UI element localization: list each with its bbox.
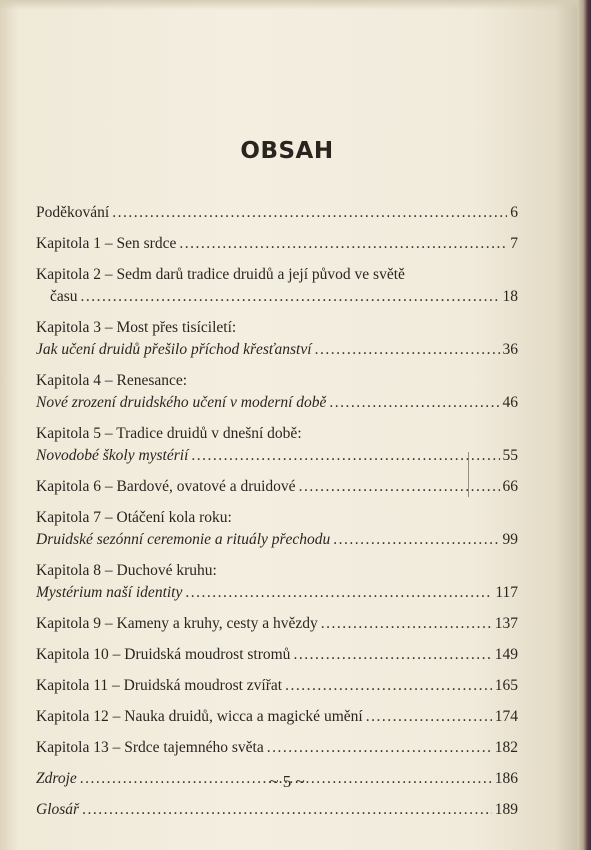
toc-page-number: 66 xyxy=(502,478,518,495)
toc-entry-title: Glosář xyxy=(36,801,80,818)
toc-line xyxy=(36,264,518,286)
toc-leader-dots xyxy=(293,644,491,666)
toc-entry-title: Kapitola 12 – Nauka druidů, wicca a magické umění xyxy=(36,708,363,725)
toc-leader-dots xyxy=(285,675,492,697)
toc-entry-title: Nové zrození druidského učení v moderní době xyxy=(36,394,327,411)
toc-entry xyxy=(36,613,518,635)
page-top-shadow xyxy=(0,0,591,10)
toc-entry-title: Zdroje xyxy=(36,770,77,787)
toc-leader-dots xyxy=(267,737,492,759)
toc-leader-dots xyxy=(81,286,500,308)
toc-line xyxy=(36,392,518,414)
toc-leader-dots xyxy=(333,529,499,551)
toc-entry-title: Kapitola 1 – Sen srdce xyxy=(36,235,177,252)
table-of-contents xyxy=(36,202,518,830)
toc-page-number: 189 xyxy=(494,801,518,818)
toc-page-number: 7 xyxy=(510,235,518,252)
toc-line xyxy=(36,286,518,308)
toc-page-number: 46 xyxy=(502,394,518,411)
toc-entry xyxy=(36,644,518,666)
toc-line xyxy=(36,423,518,445)
toc-entry xyxy=(36,202,518,224)
toc-line xyxy=(36,560,518,582)
toc-line xyxy=(36,799,518,821)
toc-line xyxy=(36,507,518,529)
toc-leader-dots xyxy=(179,233,507,255)
toc-line xyxy=(36,445,518,467)
toc-page-number: 174 xyxy=(494,708,518,725)
toc-entry xyxy=(36,476,518,498)
toc-page-number: 137 xyxy=(494,615,518,632)
toc-leader-dots xyxy=(329,392,499,414)
toc-leader-dots xyxy=(82,799,492,821)
toc-page-number: 117 xyxy=(495,584,518,601)
toc-entry xyxy=(36,423,518,467)
toc-entry-title: Kapitola 9 – Kameny a kruhy, cesty a hvězdy xyxy=(36,615,318,632)
page-heading: OBSAH xyxy=(240,138,334,164)
toc-line xyxy=(36,706,518,728)
toc-entry xyxy=(36,317,518,361)
book-cover-edge xyxy=(577,0,591,850)
toc-entry-title: Kapitola 10 – Druidská moudrost stromů xyxy=(36,646,291,663)
toc-leader-dots xyxy=(191,445,499,467)
toc-leader-dots xyxy=(366,706,492,728)
toc-entry xyxy=(36,233,518,255)
toc-line xyxy=(36,317,518,339)
toc-leader-dots xyxy=(185,582,492,604)
toc-page-number: 55 xyxy=(502,447,518,464)
toc-page-number: 99 xyxy=(502,531,518,548)
toc-line xyxy=(36,202,518,224)
toc-entry-title: Mystérium naší identity xyxy=(36,584,183,601)
toc-entry-title: Poděkování xyxy=(36,204,110,221)
toc-line xyxy=(36,529,518,551)
toc-page-number: 18 xyxy=(502,288,518,305)
toc-entry-title: Kapitola 5 – Tradice druidů v dnešní době: xyxy=(36,425,302,442)
toc-entry xyxy=(36,799,518,821)
toc-entry xyxy=(36,264,518,308)
toc-entry-title: Kapitola 8 – Duchové kruhu: xyxy=(36,562,217,579)
toc-page-number: 182 xyxy=(494,739,518,756)
toc-leader-dots xyxy=(299,476,500,498)
toc-line xyxy=(36,582,518,604)
toc-page-number: 186 xyxy=(494,770,518,787)
toc-page-number: 36 xyxy=(502,341,518,358)
toc-line xyxy=(36,644,518,666)
toc-page-number: 149 xyxy=(494,646,518,663)
toc-line xyxy=(36,737,518,759)
toc-line xyxy=(36,476,518,498)
toc-entry-title: Druidské sezónní ceremonie a rituály přechodu xyxy=(36,531,331,548)
toc-entry xyxy=(36,706,518,728)
toc-entry xyxy=(36,370,518,414)
toc-entry xyxy=(36,737,518,759)
toc-leader-dots xyxy=(321,613,492,635)
toc-entry xyxy=(36,675,518,697)
toc-line xyxy=(36,339,518,361)
toc-page-number: 6 xyxy=(510,204,518,221)
toc-entry-title: Kapitola 6 – Bardové, ovatové a druidové xyxy=(36,478,296,495)
toc-entry-title: Kapitola 11 – Druidská moudrost zvířat xyxy=(36,677,283,694)
toc-entry-title: Kapitola 7 – Otáčení kola roku: xyxy=(36,509,232,526)
toc-entry xyxy=(36,560,518,604)
toc-line xyxy=(36,233,518,255)
toc-line xyxy=(36,370,518,392)
toc-entry xyxy=(36,507,518,551)
toc-entry-title: Kapitola 13 – Srdce tajemného světa xyxy=(36,739,264,756)
page-gutter-shadow xyxy=(0,0,18,850)
toc-entry-title: Novodobé školy mystérií xyxy=(36,447,189,464)
toc-entry-title: Kapitola 2 – Sedm darů tradice druidů a její původ ve světě xyxy=(36,266,405,283)
toc-line xyxy=(36,675,518,697)
toc-entry-title: času xyxy=(50,288,78,305)
toc-leader-dots xyxy=(315,339,500,361)
toc-page-number: 165 xyxy=(494,677,518,694)
toc-entry-title: Jak učení druidů přešilo příchod křesťanství xyxy=(36,341,312,358)
toc-entry-title: Kapitola 3 – Most přes tisíciletí: xyxy=(36,319,237,336)
toc-line xyxy=(36,613,518,635)
toc-leader-dots xyxy=(112,202,507,224)
toc-entry-title: Kapitola 4 – Renesance: xyxy=(36,372,188,389)
page-number: ~ 5 ~ xyxy=(269,772,305,791)
